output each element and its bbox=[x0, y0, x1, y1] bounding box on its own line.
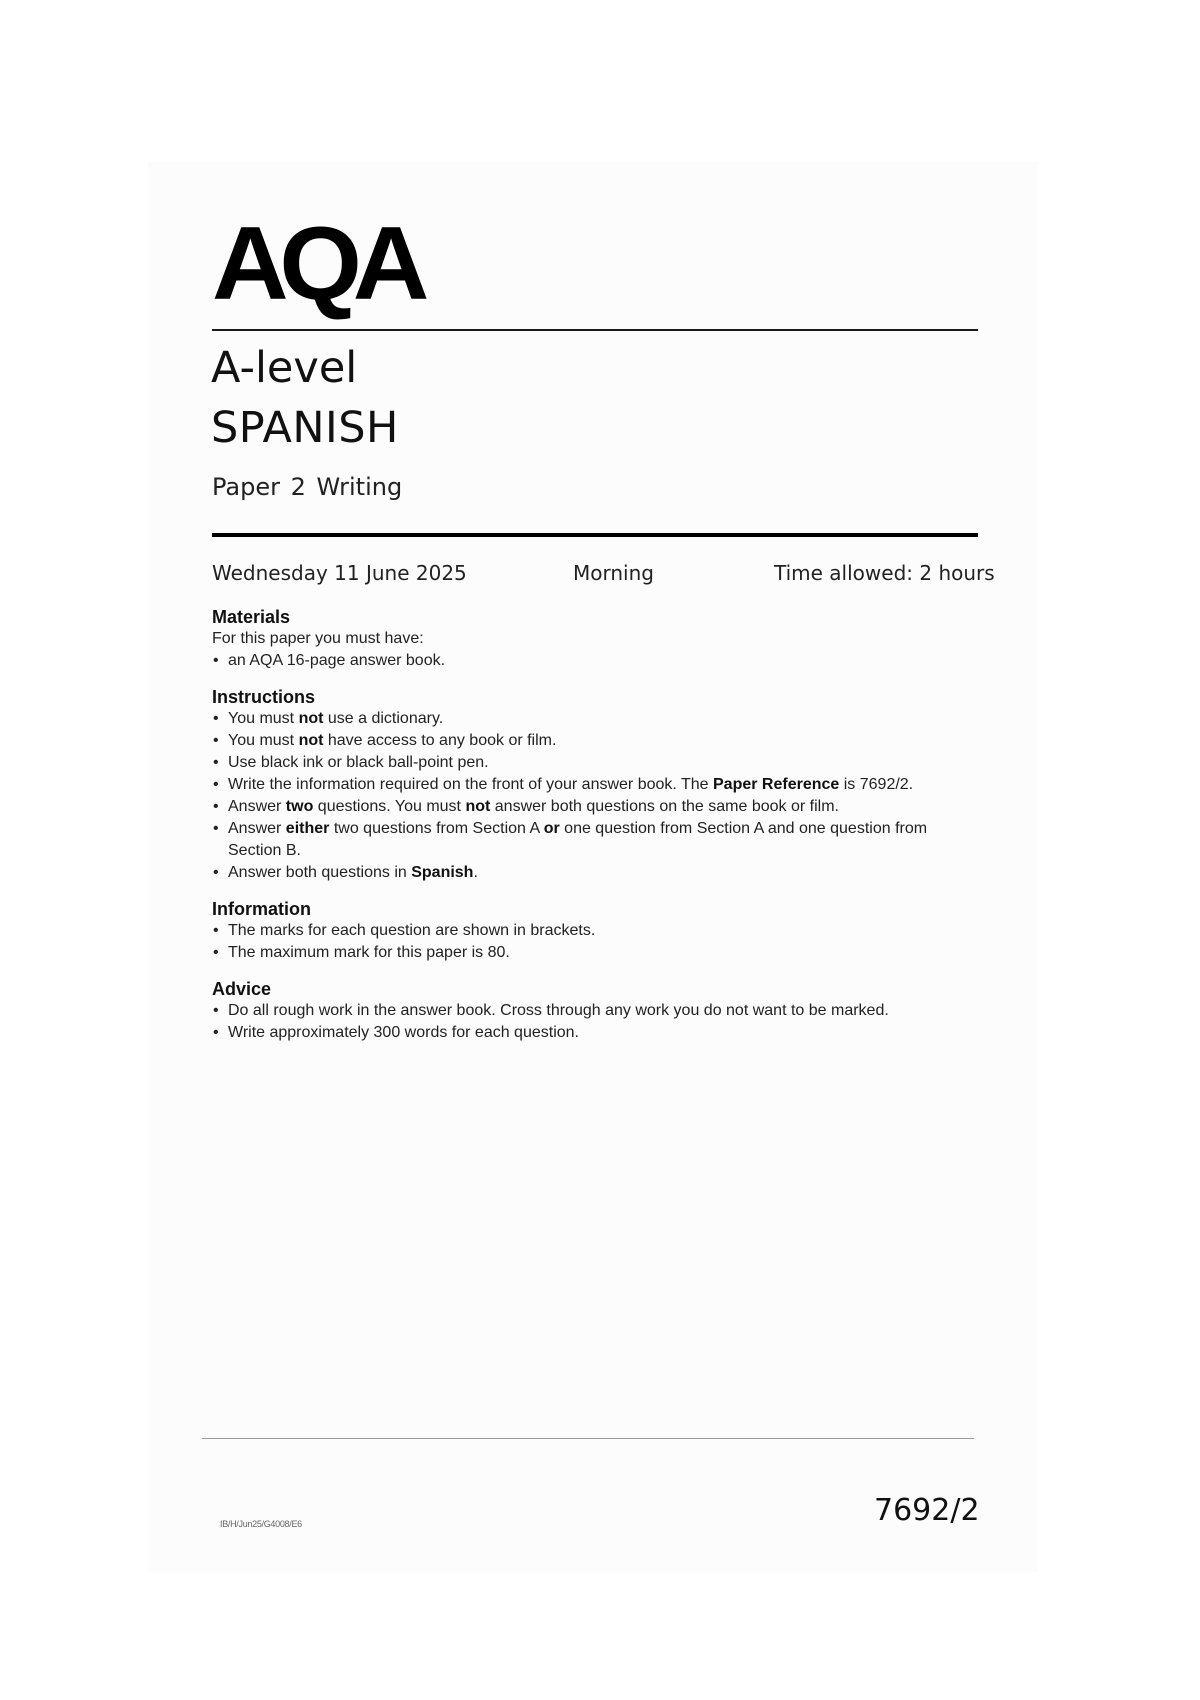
item-text: an AQA 16-page answer book. bbox=[228, 652, 446, 669]
emphasis-text: or bbox=[543, 820, 560, 837]
materials-section bbox=[212, 606, 972, 672]
title-divider bbox=[212, 533, 978, 537]
emphasis-text: not bbox=[298, 710, 324, 727]
aqa-logo: AQA bbox=[212, 206, 421, 322]
emphasis-text: not bbox=[298, 732, 324, 749]
list-item bbox=[212, 818, 972, 862]
item-text: questions. You must bbox=[313, 798, 466, 815]
list-item bbox=[212, 708, 972, 730]
rubric bbox=[212, 606, 972, 1058]
information-section bbox=[212, 898, 972, 964]
item-text: Write approximately 300 words for each question. bbox=[228, 1024, 579, 1041]
list-item bbox=[212, 1022, 972, 1044]
instructions-list bbox=[212, 708, 972, 884]
instructions-section bbox=[212, 686, 972, 884]
list-item bbox=[212, 774, 972, 796]
item-text: Use black ink or black ball-point pen. bbox=[228, 754, 489, 771]
emphasis-text: Spanish bbox=[411, 864, 474, 881]
item-text: Write the information required on the front of your answer book. The bbox=[228, 776, 713, 793]
emphasis-text: either bbox=[285, 820, 330, 837]
item-text: Do all rough work in the answer book. Cross through any work you do not want to be marked. bbox=[228, 1002, 889, 1019]
item-text: You must bbox=[228, 710, 299, 727]
emphasis-text: Paper Reference bbox=[713, 776, 840, 793]
item-text: Answer bbox=[228, 798, 286, 815]
advice-heading: Advice bbox=[212, 979, 272, 999]
emphasis-text: not bbox=[465, 798, 491, 815]
item-text: is 7692/2. bbox=[839, 776, 914, 793]
advice-section bbox=[212, 978, 972, 1044]
item-text: The marks for each question are shown in brackets. bbox=[228, 922, 596, 939]
materials-intro: For this paper you must have: bbox=[212, 630, 424, 647]
list-item bbox=[212, 862, 972, 884]
item-text: . bbox=[473, 864, 478, 881]
qualification-level: A-level bbox=[211, 343, 358, 393]
footer-divider bbox=[202, 1438, 974, 1439]
information-list bbox=[212, 920, 972, 964]
item-text: The maximum mark for this paper is 80. bbox=[228, 944, 510, 961]
item-text: answer both questions on the same book or film. bbox=[490, 798, 839, 815]
item-text: Answer both questions in bbox=[228, 864, 412, 881]
item-text: use a dictionary. bbox=[323, 710, 444, 727]
footer-code: IB/H/Jun25/G4008/E6 bbox=[220, 1519, 302, 1529]
emphasis-text: two bbox=[285, 798, 314, 815]
materials-heading: Materials bbox=[212, 607, 291, 627]
list-item bbox=[212, 752, 972, 774]
list-item bbox=[212, 796, 972, 818]
information-heading: Information bbox=[212, 899, 311, 919]
list-item bbox=[212, 730, 972, 752]
list-item bbox=[212, 1000, 972, 1022]
list-item bbox=[212, 942, 972, 964]
item-text: Answer bbox=[228, 820, 286, 837]
list-item bbox=[212, 650, 972, 672]
item-text: have access to any book or film. bbox=[323, 732, 557, 749]
exam-session: Morning bbox=[573, 561, 654, 585]
item-text: two questions from Section A bbox=[329, 820, 544, 837]
item-text: You must bbox=[228, 732, 299, 749]
subject-title: SPANISH bbox=[211, 403, 399, 453]
materials-list bbox=[212, 650, 972, 672]
list-item bbox=[212, 920, 972, 942]
time-allowed: Time allowed: 2 hours bbox=[774, 561, 995, 585]
instructions-heading: Instructions bbox=[212, 687, 316, 707]
paper-reference: 7692/2 bbox=[874, 1493, 980, 1528]
item-text: one question from Section A and one question from Section B. bbox=[228, 820, 928, 859]
paper-title: Paper 2 Writing bbox=[212, 473, 403, 501]
header-divider bbox=[212, 329, 978, 331]
exam-date: Wednesday 11 June 2025 bbox=[212, 561, 467, 585]
advice-list bbox=[212, 1000, 972, 1044]
